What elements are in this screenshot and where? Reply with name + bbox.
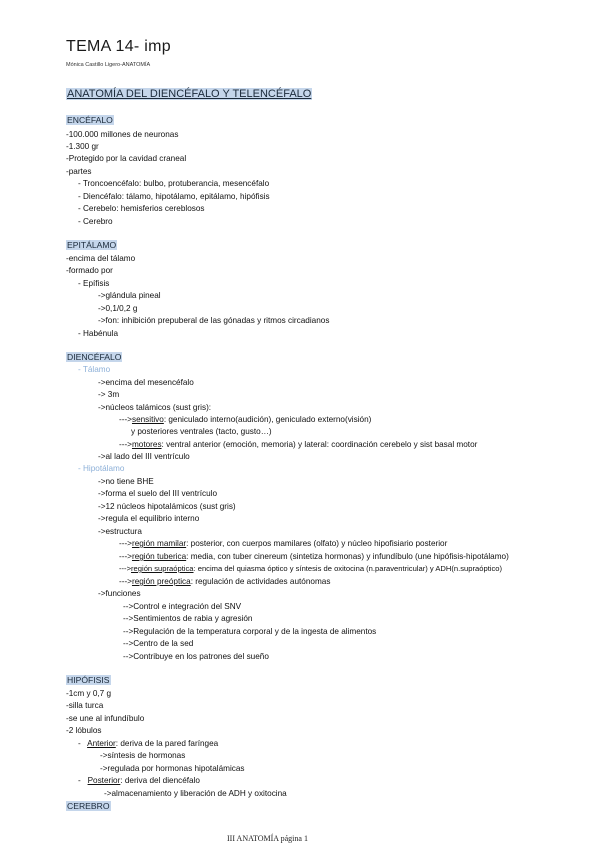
term-sensitivo: sensitivo	[131, 415, 164, 424]
heading-diencefalo: DIENCÉFALO	[67, 352, 122, 362]
section-title: ANATOMÍA DEL DIENCÉFALO Y TELENCÉFALO	[67, 88, 312, 100]
list-item-talamo: - Tálamo	[78, 365, 111, 374]
text-line: -encima del tálamo	[66, 254, 136, 263]
sub-item: ->forma el suelo del III ventrículo	[98, 489, 218, 498]
heading-epitalamo: EPITÁLAMO	[67, 240, 117, 250]
region-item: --->región tuberica: media, con tuber cinereum (sintetiza hormonas) y infundíbulo (une hipófisis-hipotálamo)	[119, 552, 509, 561]
sub-item: ->al lado del III ventrículo	[98, 452, 190, 461]
heading-encefalo: ENCÉFALO	[67, 115, 113, 125]
text-line: -se une al infundíbulo	[66, 714, 145, 723]
text-line: -1.300 gr	[66, 142, 99, 151]
list-item: - Epífisis	[78, 279, 110, 288]
sub-item: ->encima del mesencéfalo	[98, 378, 194, 387]
list-item: - Habénula	[78, 329, 119, 338]
heading-hipofisis: HIPÓFISIS	[67, 675, 110, 685]
term-anterior: Anterior	[87, 739, 116, 748]
sub-item: ->no tiene BHE	[98, 477, 154, 486]
page-title: TEMA 14- imp	[66, 38, 171, 55]
sub-item: ->almacenamiento y liberación de ADH y oxitocina	[104, 789, 287, 798]
text-line: -formado por	[66, 266, 113, 275]
list-item: - Troncoencéfalo: bulbo, protuberancia, mesencéfalo	[78, 179, 270, 188]
list-item: - Cerebelo: hemisferios cereblosos	[78, 204, 205, 213]
author-line: Mónica Castillo Ligero-ANATOMÍA	[66, 62, 151, 68]
funcion-item: -->Regulación de la temperatura corporal y de la ingesta de alimentos	[123, 627, 377, 636]
heading-cerebro: CEREBRO	[67, 801, 110, 811]
text-line: -Protegido por la cavidad craneal	[66, 154, 187, 163]
funcion-item: -->Sentimientos de rabia y agresión	[123, 614, 253, 623]
list-item: - Diencéfalo: tálamo, hipotálamo, epitálamo, hipófisis	[78, 192, 270, 201]
funcion-item: -->Centro de la sed	[123, 639, 194, 648]
funcion-item: -->Contribuye en los patrones del sueño	[123, 652, 269, 661]
sub-item: ->0,1/0,2 g	[98, 304, 138, 313]
sub-item: ->regula el equilibrio interno	[98, 514, 200, 523]
text-line: -1cm y 0,7 g	[66, 689, 112, 698]
text-line: -100.000 millones de neuronas	[66, 130, 179, 139]
sub-item: ->estructura	[98, 527, 142, 536]
text-line: -partes	[66, 167, 92, 176]
sub-sub-item-continued: y posteriores ventrales (tacto, gusto…)	[131, 427, 272, 436]
text-line: -silla turca	[66, 701, 104, 710]
sub-item: -> 3m	[98, 390, 120, 399]
sub-item: ->núcleos talámicos (sust gris):	[98, 403, 212, 412]
list-item: - Anterior: deriva de la pared faríngea	[78, 739, 219, 748]
page-footer: III ANATOMÍA página 1	[227, 834, 308, 843]
sub-item: ->funciones	[98, 589, 141, 598]
list-item-hipotalamo: - Hipotálamo	[78, 464, 125, 473]
region-item: --->región preóptica: regulación de actividades autónomas	[119, 577, 331, 586]
funcion-item: -->Control e integración del SNV	[123, 602, 242, 611]
sub-item: ->12 núcleos hipotalámicos (sust gris)	[98, 502, 236, 511]
term-region: región tuberica	[131, 552, 187, 561]
term-region: región preóptica	[131, 577, 191, 586]
sub-item: ->glándula pineal	[98, 291, 161, 300]
list-item: - Posterior: deriva del diencéfalo	[78, 776, 200, 785]
sub-item: ->síntesis de hormonas	[100, 751, 186, 760]
term-posterior: Posterior	[87, 776, 121, 785]
sub-item: ->regulada por hormonas hipotalámicas	[100, 764, 245, 773]
region-item: --->región mamilar: posterior, con cuerpos mamilares (olfato) y núcleo hipofisiario posterior	[119, 539, 448, 548]
term-motores: motores	[131, 440, 162, 449]
sub-sub-item: --->sensitivo: geniculado interno(audición), geniculado externo(visión)	[119, 415, 372, 424]
list-item: - Cerebro	[78, 217, 113, 226]
sub-item: ->fon: inhibición prepuberal de las gónadas y ritmos circadianos	[98, 316, 330, 325]
text-line: -2 lóbulos	[66, 726, 102, 735]
term-region: región mamilar	[131, 539, 187, 548]
term-region: región supraóptica	[131, 564, 194, 573]
sub-sub-item: --->motores: ventral anterior (emoción, memoria) y lateral: coordinación cerebelo y sist basal motor	[119, 440, 478, 449]
region-item: --->región supraóptica: encima del quiasma óptico y síntesis de oxitocina (n.paraventricular) y ADH(n.supraóptico)	[119, 564, 503, 573]
